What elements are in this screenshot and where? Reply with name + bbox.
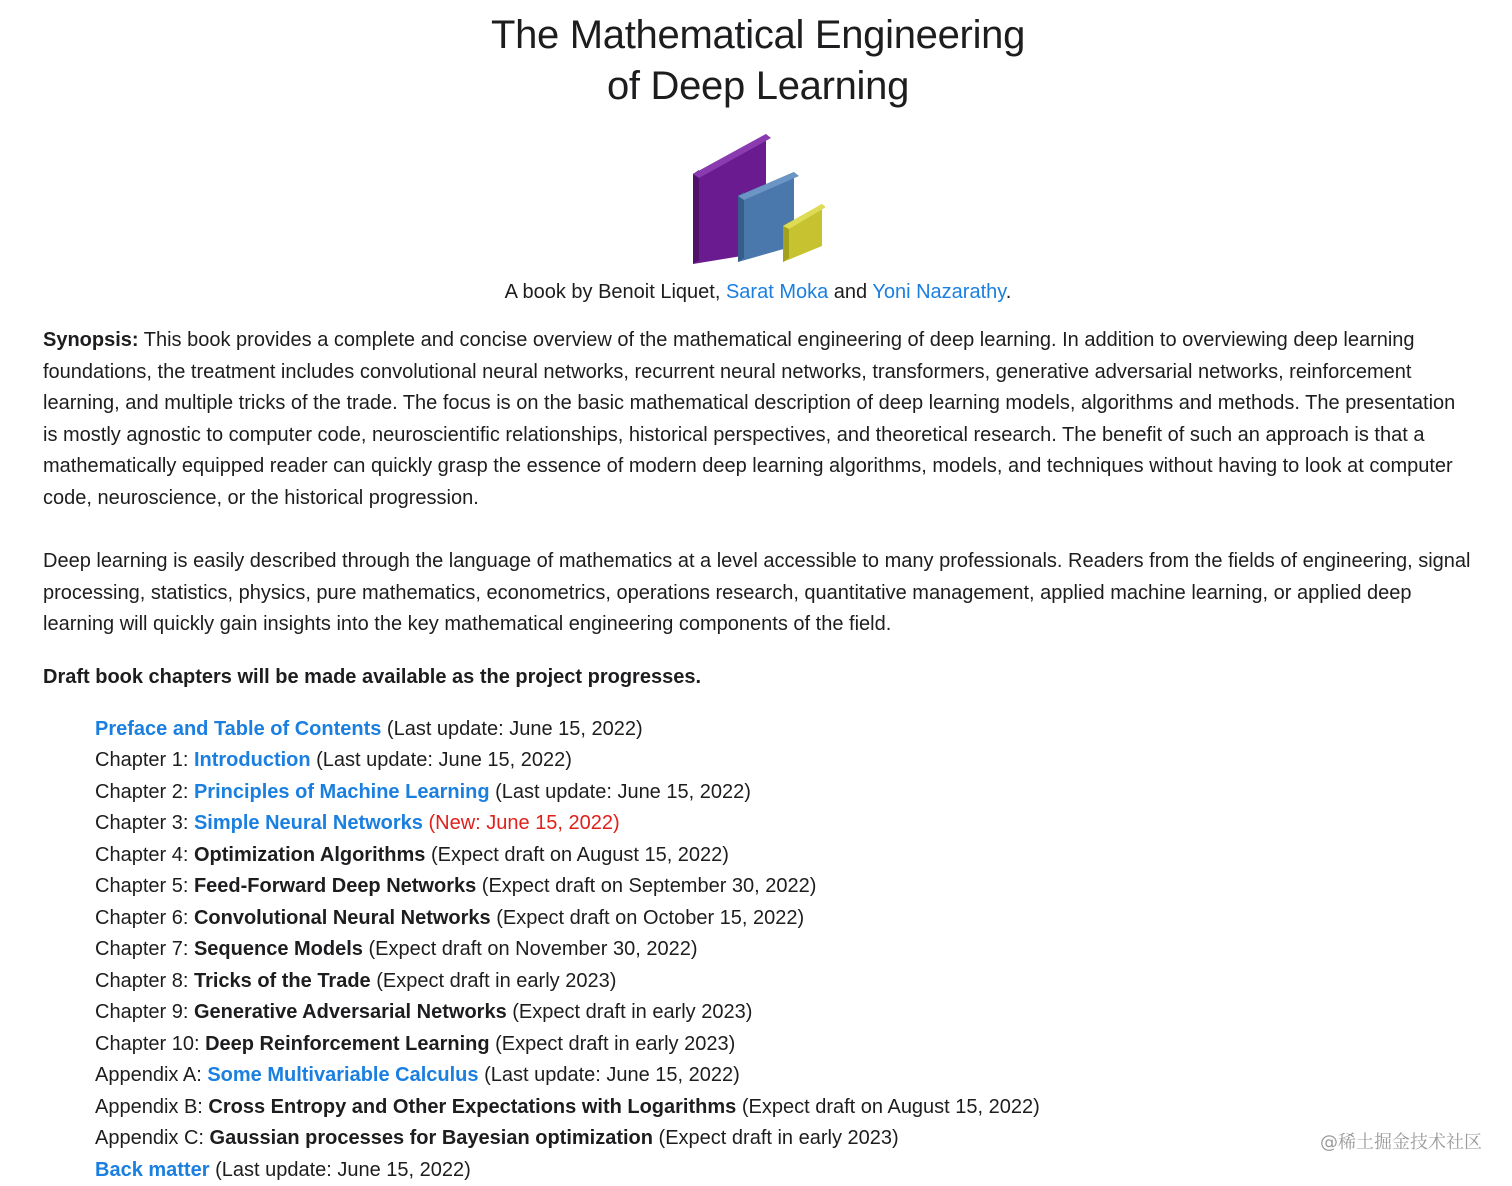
chapter-list-item bbox=[95, 714, 1473, 746]
synopsis-paragraph bbox=[43, 325, 1473, 514]
chapter-status-new: (New: June 15, 2022) bbox=[423, 812, 620, 834]
synopsis-label: Synopsis: bbox=[43, 329, 139, 351]
page-content bbox=[43, 0, 1473, 1186]
chapter-list-item bbox=[95, 966, 1473, 998]
chapter-title: Optimization Algorithms bbox=[194, 844, 425, 866]
watermark: @稀土掘金技术社区 bbox=[1320, 1128, 1482, 1154]
chapter-list-item bbox=[95, 1092, 1473, 1124]
chapter-list-item bbox=[95, 903, 1473, 935]
chapter-status: (Expect draft on August 15, 2022) bbox=[425, 844, 729, 866]
author-link-yoni-nazarathy[interactable]: Yoni Nazarathy bbox=[872, 281, 1005, 303]
chapter-status: (Last update: June 15, 2022) bbox=[381, 718, 642, 740]
book-logo bbox=[43, 134, 1473, 269]
chapter-list-item bbox=[95, 871, 1473, 903]
byline-middle: and bbox=[828, 281, 872, 303]
book-logo-icon bbox=[691, 134, 825, 266]
chapter-status: (Expect draft in early 2023) bbox=[653, 1127, 899, 1149]
chapter-title: Feed-Forward Deep Networks bbox=[194, 875, 476, 897]
drafts-note: Draft book chapters will be made available as the project progresses. bbox=[43, 662, 1473, 692]
chapter-prefix: Appendix A: bbox=[95, 1064, 207, 1086]
chapter-title-link[interactable]: Introduction bbox=[194, 749, 311, 771]
chapter-title: Gaussian processes for Bayesian optimization bbox=[210, 1127, 653, 1149]
synopsis-text: This book provides a complete and concise overview of the mathematical engineering of deep learning. In addition to overviewing deep learning foundations, the treatment includes convolutional neural networks, recurrent neural networks, transformers, generative adversarial networks, reinforcement learning, and multiple tricks of the trade. The focus is on the basic mathematical description of deep learning models, algorithms and methods. The presentation is mostly agnostic to computer code, neuroscientific relationships, historical perspectives, and theoretical research. The benefit of such an approach is that a mathematically equipped reader can quickly grasp the essence of modern deep learning algorithms, models, and techniques without having to look at computer code, neuroscience, or the historical progression. bbox=[43, 329, 1455, 509]
chapter-title-link[interactable]: Some Multivariable Calculus bbox=[207, 1064, 478, 1086]
chapter-list-item bbox=[95, 745, 1473, 777]
chapter-title-link[interactable]: Simple Neural Networks bbox=[194, 812, 423, 834]
chapter-list-item bbox=[95, 808, 1473, 840]
chapter-prefix: Chapter 10: bbox=[95, 1033, 205, 1055]
chapter-status: (Expect draft on November 30, 2022) bbox=[363, 938, 698, 960]
chapter-status: (Expect draft in early 2023) bbox=[507, 1001, 753, 1023]
chapter-list-item bbox=[95, 934, 1473, 966]
chapter-title: Generative Adversarial Networks bbox=[194, 1001, 507, 1023]
author-link-sarat-moka[interactable]: Sarat Moka bbox=[726, 281, 828, 303]
byline bbox=[43, 277, 1473, 307]
chapter-title: Sequence Models bbox=[194, 938, 363, 960]
chapter-prefix: Chapter 2: bbox=[95, 781, 194, 803]
page-title bbox=[43, 10, 1473, 112]
chapter-list-item bbox=[95, 777, 1473, 809]
chapter-title: Tricks of the Trade bbox=[194, 970, 371, 992]
chapter-prefix: Chapter 1: bbox=[95, 749, 194, 771]
chapter-prefix: Chapter 6: bbox=[95, 907, 194, 929]
chapter-prefix: Chapter 8: bbox=[95, 970, 194, 992]
chapter-list-item bbox=[95, 1155, 1473, 1186]
chapter-title: Deep Reinforcement Learning bbox=[205, 1033, 490, 1055]
chapter-prefix: Chapter 4: bbox=[95, 844, 194, 866]
chapter-title-link[interactable]: Principles of Machine Learning bbox=[194, 781, 490, 803]
chapter-list bbox=[95, 714, 1473, 1186]
chapter-title-link[interactable]: Preface and Table of Contents bbox=[95, 718, 381, 740]
chapter-status: (Last update: June 15, 2022) bbox=[490, 781, 751, 803]
chapter-title-link[interactable]: Back matter bbox=[95, 1159, 210, 1181]
description-paragraph: Deep learning is easily described through the language of mathematics at a level accessible to many professionals. Readers from the fields of engineering, signal processing, statistics, physics, pure mathematics, econometrics, operations research, quantitative management, applied machine learning, or applied deep learning will quickly gain insights into the key mathematical engineering components of the field. bbox=[43, 546, 1473, 641]
byline-prefix: A book by Benoit Liquet, bbox=[505, 281, 726, 303]
chapter-prefix: Chapter 3: bbox=[95, 812, 194, 834]
chapter-status: (Expect draft in early 2023) bbox=[490, 1033, 736, 1055]
chapter-status: (Expect draft on September 30, 2022) bbox=[476, 875, 816, 897]
chapter-status: (Last update: June 15, 2022) bbox=[311, 749, 572, 771]
chapter-prefix: Chapter 5: bbox=[95, 875, 194, 897]
chapter-prefix: Chapter 7: bbox=[95, 938, 194, 960]
chapter-status: (Expect draft in early 2023) bbox=[371, 970, 617, 992]
chapter-list-item bbox=[95, 840, 1473, 872]
chapter-status: (Expect draft on August 15, 2022) bbox=[736, 1096, 1040, 1118]
chapter-title: Cross Entropy and Other Expectations with Logarithms bbox=[208, 1096, 736, 1118]
chapter-title: Convolutional Neural Networks bbox=[194, 907, 491, 929]
chapter-list-item bbox=[95, 1123, 1473, 1155]
chapter-status: (Expect draft on October 15, 2022) bbox=[491, 907, 805, 929]
chapter-prefix: Appendix C: bbox=[95, 1127, 210, 1149]
chapter-prefix: Chapter 9: bbox=[95, 1001, 194, 1023]
chapter-status: (Last update: June 15, 2022) bbox=[210, 1159, 471, 1181]
page-title-line-2: of Deep Learning bbox=[43, 61, 1473, 112]
chapter-list-item bbox=[95, 997, 1473, 1029]
page-title-line-1: The Mathematical Engineering bbox=[43, 10, 1473, 61]
chapter-list-item bbox=[95, 1060, 1473, 1092]
chapter-list-item bbox=[95, 1029, 1473, 1061]
byline-suffix: . bbox=[1006, 281, 1012, 303]
chapter-status: (Last update: June 15, 2022) bbox=[479, 1064, 740, 1086]
chapter-prefix: Appendix B: bbox=[95, 1096, 208, 1118]
